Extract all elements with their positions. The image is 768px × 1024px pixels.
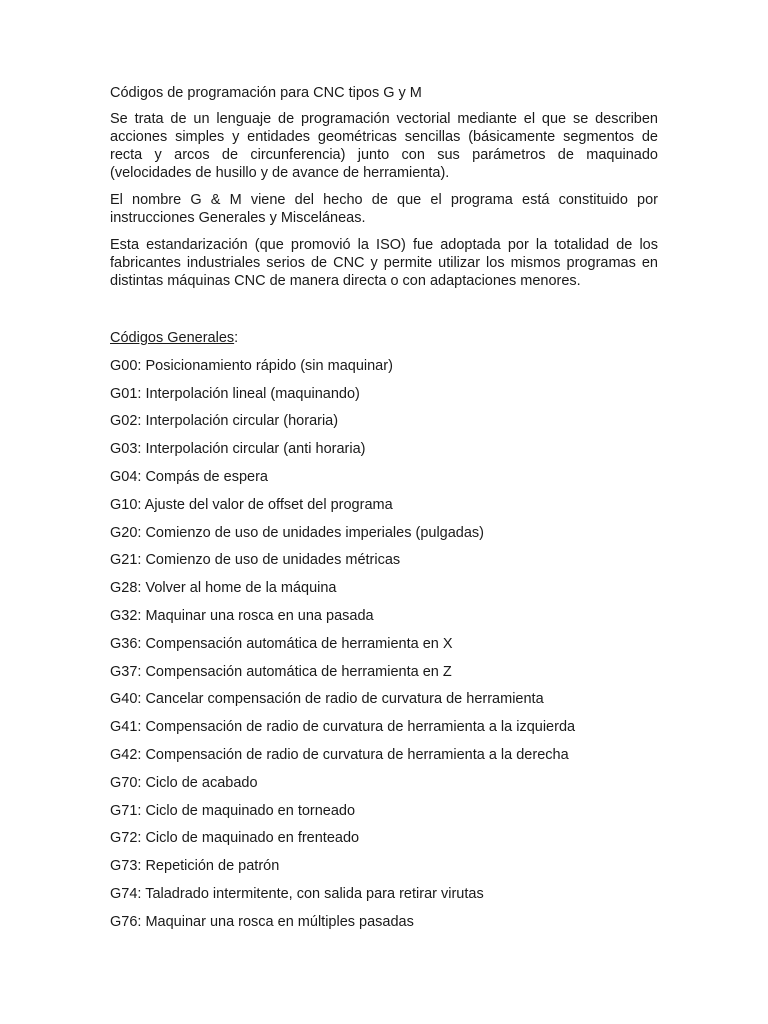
code-list-item: G04: Compás de espera bbox=[110, 468, 268, 485]
code-list-item: G74: Taladrado intermitente, con salida para retirar virutas bbox=[110, 885, 484, 902]
code-list-item: G70: Ciclo de acabado bbox=[110, 774, 258, 791]
code-list-item: G10: Ajuste del valor de offset del programa bbox=[110, 496, 393, 513]
section-heading bbox=[110, 329, 658, 347]
general-codes-list bbox=[110, 357, 658, 931]
section-heading-colon: : bbox=[234, 330, 239, 346]
code-list-item: G73: Repetición de patrón bbox=[110, 858, 280, 875]
code-list-item: G28: Volver al home de la máquina bbox=[110, 580, 337, 597]
name-origin-paragraph: El nombre G & M viene del hecho de que el programa está constituido por instrucciones Generales y Misceláneas. bbox=[110, 192, 658, 226]
intro-paragraph: Se trata de un lenguaje de programación vectorial mediante el que se describen acciones simples y entidades geométricas sencillas (básicamente segmentos de recta y arcos de circunferencia) junto con sus parámetros de maquinado (velocidades de husillo y de avance de herramienta). bbox=[110, 111, 658, 181]
code-list-item: G00: Posicionamiento rápido (sin maquinar) bbox=[110, 357, 393, 374]
code-list-item: G42: Compensación de radio de curvatura de herramienta a la derecha bbox=[110, 746, 569, 763]
section-heading-text: Códigos Generales bbox=[110, 330, 235, 346]
code-list-item: G36: Compensación automática de herramienta en X bbox=[110, 635, 453, 652]
code-list-item: G40: Cancelar compensación de radio de curvatura de herramienta bbox=[110, 691, 544, 708]
code-list-item: G32: Maquinar una rosca en una pasada bbox=[110, 607, 374, 624]
code-list-item: G01: Interpolación lineal (maquinando) bbox=[110, 385, 360, 402]
code-list-item: G37: Compensación automática de herramienta en Z bbox=[110, 663, 452, 680]
code-list-item: G02: Interpolación circular (horaria) bbox=[110, 413, 339, 430]
code-list-item: G20: Comienzo de uso de unidades imperiales (pulgadas) bbox=[110, 524, 484, 541]
document-page bbox=[110, 84, 658, 931]
code-list-item: G21: Comienzo de uso de unidades métricas bbox=[110, 552, 401, 569]
document-title: Códigos de programación para CNC tipos G y M bbox=[110, 85, 422, 101]
code-list-item: G72: Ciclo de maquinado en frenteado bbox=[110, 830, 360, 847]
code-list-item: G41: Compensación de radio de curvatura de herramienta a la izquierda bbox=[110, 719, 576, 736]
standardization-paragraph: Esta estandarización (que promovió la ISO) fue adoptada por la totalidad de los fabricantes industriales serios de CNC y permite utilizar los mismos programas en distintas máquinas CNC de manera directa o con adaptaciones menores. bbox=[110, 237, 658, 289]
code-list-item: G76: Maquinar una rosca en múltiples pasadas bbox=[110, 913, 414, 930]
code-list-item: G03: Interpolación circular (anti horaria) bbox=[110, 441, 366, 458]
code-list-item: G71: Ciclo de maquinado en torneado bbox=[110, 802, 356, 819]
